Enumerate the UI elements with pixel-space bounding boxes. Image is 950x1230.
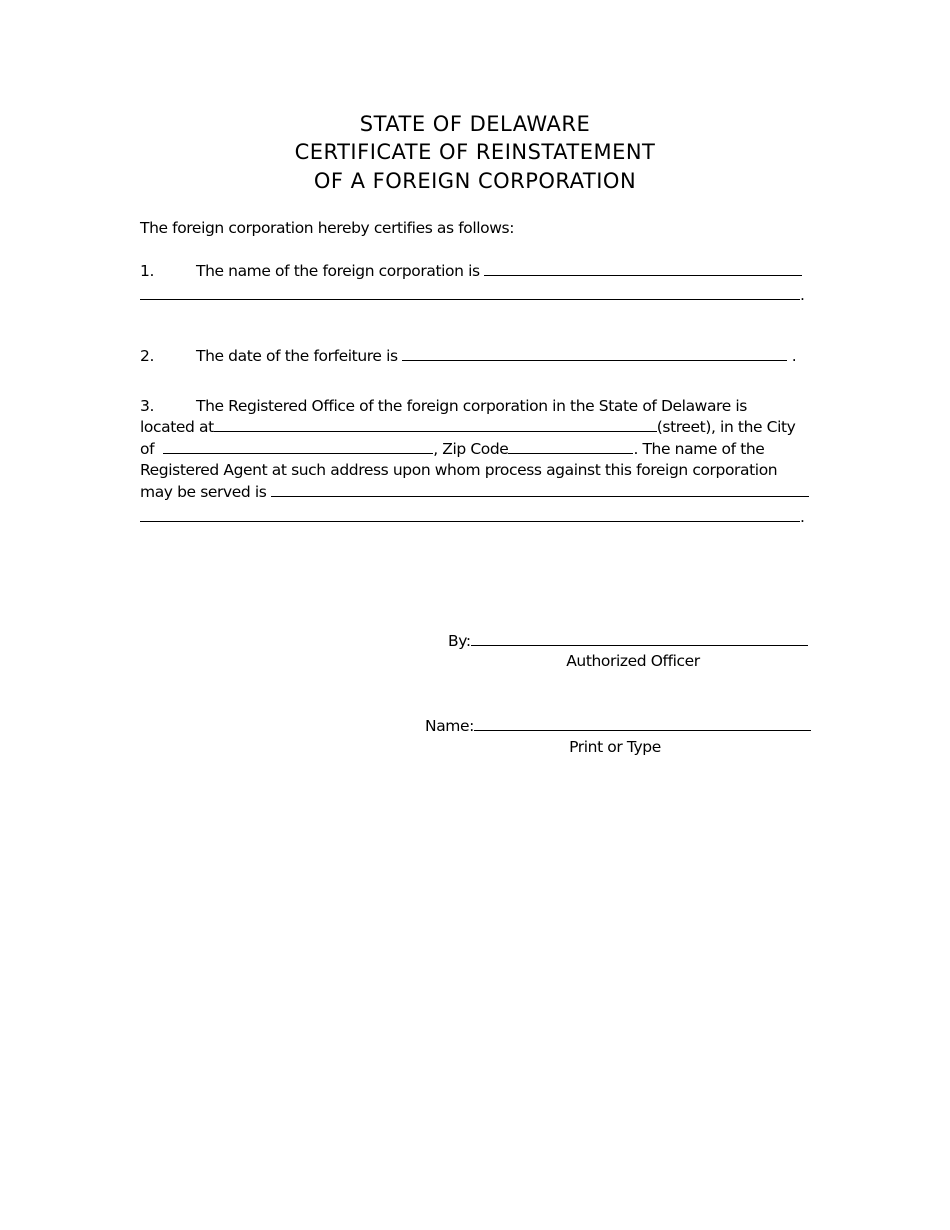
period: . [791, 347, 797, 365]
item-1-number: 1. [140, 262, 154, 280]
item-3-line3 [140, 439, 764, 459]
zip-label: , Zip Code [433, 440, 509, 458]
item-3-line6 [140, 507, 805, 527]
item-1-line2 [140, 285, 805, 305]
print-or-type-caption: Print or Type [569, 738, 661, 756]
item-3-line5 [140, 482, 809, 502]
item-2-number: 2. [140, 347, 154, 365]
by-label: By: [448, 632, 471, 650]
item-3-text: The Registered Office of the foreign corporation in the State of Delaware is [196, 397, 747, 415]
by-line [448, 631, 808, 651]
signature-field[interactable] [471, 631, 808, 646]
street-label: (street), in the City [656, 418, 796, 436]
corporation-name-field-cont[interactable] [140, 285, 800, 300]
authorized-officer-caption: Authorized Officer [566, 652, 700, 670]
served-label: may be served is [140, 483, 267, 501]
corporation-name-field[interactable] [484, 261, 802, 276]
street-field[interactable] [214, 417, 657, 432]
item-3-number: 3. [140, 397, 154, 415]
of-label: of [140, 440, 155, 458]
intro-text: The foreign corporation hereby certifies as follows: [140, 219, 515, 237]
item-3-line4: Registered Agent at such address upon whom process against this foreign corporation [140, 461, 778, 479]
registered-agent-field[interactable] [271, 482, 809, 497]
item-3-line2 [140, 417, 795, 437]
period: . [800, 508, 805, 526]
item-1-text: The name of the foreign corporation is [196, 262, 480, 280]
registered-agent-field-cont[interactable] [140, 507, 800, 522]
item-2-text: The date of the forfeiture is [196, 347, 398, 365]
title-state: STATE OF DELAWARE [359, 112, 591, 136]
zip-field[interactable] [508, 439, 633, 454]
item-2-line [196, 346, 796, 366]
located-label: located at [140, 418, 214, 436]
name-line [425, 716, 811, 736]
agent-label: . The name of the [633, 440, 765, 458]
title-certificate: CERTIFICATE OF REINSTATEMENT [294, 140, 656, 164]
city-field[interactable] [163, 439, 433, 454]
forfeiture-date-field[interactable] [402, 346, 787, 361]
printed-name-field[interactable] [474, 716, 811, 731]
name-label: Name: [425, 717, 474, 735]
title-foreign-corporation: OF A FOREIGN CORPORATION [313, 169, 637, 193]
period: . [800, 286, 805, 304]
item-1-line [196, 261, 802, 281]
